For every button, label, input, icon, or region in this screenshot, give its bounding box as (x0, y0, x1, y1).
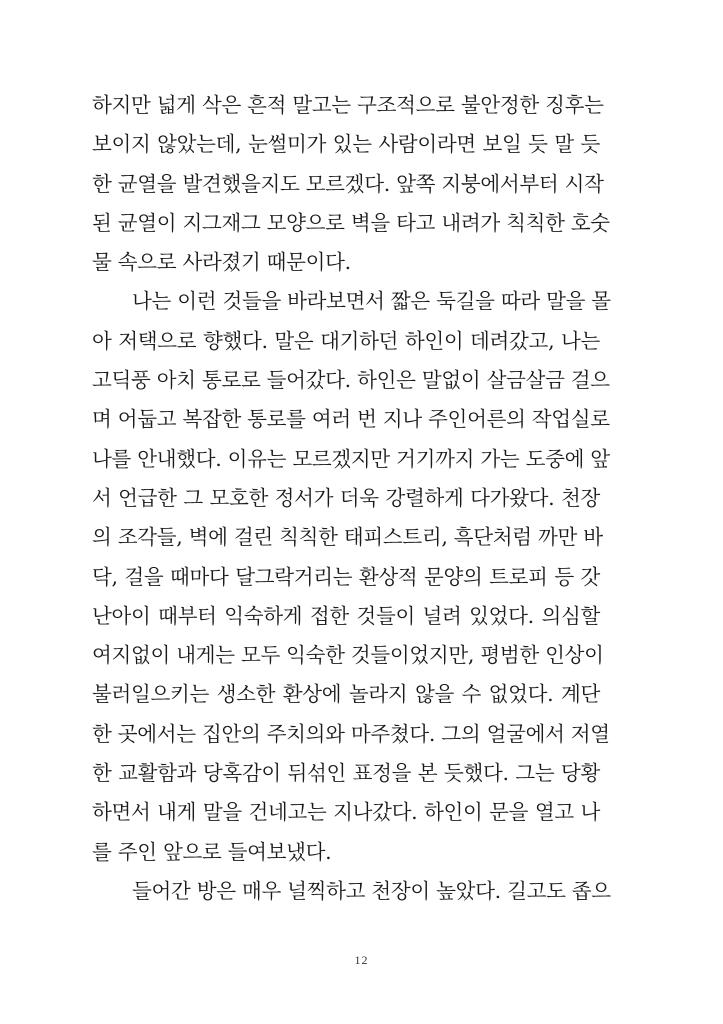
text-line: 보이지 않았는데, 눈썰미가 있는 사람이라면 보일 듯 말 듯 (92, 132, 600, 157)
text-line: 한 균열을 발견했을지도 모르겠다. 앞쪽 지붕에서부터 시작 (92, 171, 604, 196)
page-number: 12 (354, 953, 369, 967)
text-line: 여지없이 내게는 모두 익숙한 것들이었지만, 평범한 인상이 (92, 643, 604, 668)
text-line: 며 어둡고 복잡한 통로를 여러 번 지나 주인어른의 작업실로 (92, 407, 610, 432)
text-line: 의 조각들, 벽에 걸린 칙칙한 태피스트리, 흑단처럼 까만 바 (92, 525, 603, 550)
text-line: 나는 이런 것들을 바라보면서 짧은 둑길을 따라 말을 몰 (132, 289, 611, 314)
text-line: 들어간 방은 매우 널찍하고 천장이 높았다. 길고도 좁으 (132, 878, 611, 903)
text-line: 불러일으키는 생소한 환상에 놀라지 않을 수 없었다. 계단 (92, 682, 600, 707)
text-line: 나를 안내했다. 이유는 모르겠지만 거기까지 가는 도중에 앞 (92, 446, 610, 471)
text-line: 난아이 때부터 익숙하게 접한 것들이 널려 있었다. 의심할 (92, 603, 600, 628)
text-line: 한 교활함과 당혹감이 뒤섞인 표정을 본 듯했다. 그는 당황 (92, 761, 600, 786)
text-line: 고딕풍 아치 통로로 들어갔다. 하인은 말없이 살금살금 걸으 (92, 368, 610, 393)
text-line: 닥, 걸을 때마다 달그락거리는 환상적 문양의 트로피 등 갓 (92, 564, 600, 589)
text-line: 아 저택으로 향했다. 말은 대기하던 하인이 데려갔고, 나는 (92, 328, 600, 353)
text-line: 하지만 넓게 삭은 흔적 말고는 구조적으로 불안정한 징후는 (92, 93, 604, 117)
text-line: 하면서 내게 말을 건네고는 지나갔다. 하인이 문을 열고 나 (92, 800, 600, 825)
paragraph-3 (92, 872, 611, 911)
paragraph-1 (92, 86, 610, 282)
text-line: 를 주인 앞으로 들여보냈다. (92, 839, 332, 864)
text-line: 된 균열이 지그재그 모양으로 벽을 타고 내려가 칙칙한 호숫 (92, 210, 610, 235)
text-line: 물 속으로 사라졌기 때문이다. (92, 250, 351, 275)
text-line: 한 곳에서는 집안의 주치의와 마주쳤다. 그의 얼굴에서 저열 (92, 721, 610, 746)
paragraph-2 (92, 282, 611, 871)
book-page-body (92, 86, 611, 911)
text-line: 서 언급한 그 모호한 정서가 더욱 강렬하게 다가왔다. 천장 (92, 485, 600, 510)
